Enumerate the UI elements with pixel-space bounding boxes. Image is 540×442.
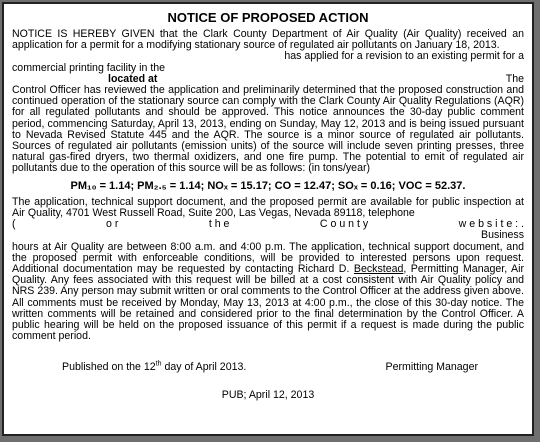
located-at-label: located at	[108, 72, 158, 85]
published-date: Published on the 12th day of April 2013.	[62, 360, 247, 374]
review-paragraph: Control Officer has reviewed the application and preliminarily determined that the proposed construction and continued operation of the stationary source can comply with the Clark County Air Quality Regulations (AQR) for all regulated pollutants and should be approved. This notice announces the 30-day public comment period, commencing Saturday, April 13, 2013, ending on Sunday, May 12, 2013 and is being issued pursuant to Nevada Revised Statute 445 and the AQR. The source is a minor source of regulated air pollutants. Sources of regulated air pollutants (emission units) of the source will include seven printing presses, three natural gas-fired dryers, two thermal oxidizers, and one fire pump. The potential to emit of regulated air pollutants due to the operation of this source will be as follows: (in tons/year)	[12, 84, 524, 175]
notice-title: NOTICE OF PROPOSED ACTION	[167, 10, 369, 25]
signature-title: Permitting Manager	[385, 361, 478, 374]
the-word: The	[505, 72, 524, 85]
contact-name: Beckstead	[353, 263, 404, 276]
comments-text: , Permitting Manager, Air Quality. Any fees associated with this request will be billed at a cost consistent with Air Quality policy and NRS 239. Any person may submit written or oral comments to the Control Officer at the address given above. All comments must be received by Monday, May 13, 2013 at 4:00 p.m., the close of this 30-day notice. The written comments will be retained and considered prior to the final determination by the Control Officer. A public hearing will be held on the proposed issuance of this permit if a request is made during the public comment period.	[12, 263, 524, 343]
notice-content	[12, 10, 524, 401]
intro-facility-line: commercial printing facility in the	[12, 61, 166, 74]
availability-paragraph: The application, technical support document, and the proposed permit are available for public inspection at Air Quality, 4701 West Russell Road, Suite 200, Las Vegas, Nevada 89118, telephone	[12, 195, 524, 220]
pub-line: PUB; April 12, 2013	[221, 388, 315, 401]
intro-paragraph: NOTICE IS HEREBY GIVEN that the Clark County Department of Air Quality (Air Quality) received an application for a permit for a modifying stationary source of regulated air pollutants on January 18, 2013.	[12, 28, 524, 52]
business-line: Business	[481, 229, 524, 242]
website-line	[12, 219, 524, 230]
website-word-2: o r	[105, 218, 119, 231]
intro-revision-line: has applied for a revision to an existing permit for a	[284, 50, 524, 63]
website-word-4: C o u n t y	[319, 218, 369, 231]
hours-text: hours at Air Quality are between 8:00 a.m. and 4:00 p.m. The application, technical support document, and the proposed permit with enforceable conditions, will be provided to interested persons upon request. Additional documentation may be requested by contacting Richard D.	[12, 240, 524, 276]
emissions-line: PM₁₀ = 1.14; PM₂.₅ = 1.14; NOₓ = 15.17; CO = 12.47; SOₓ = 0.16; VOC = 52.37.	[70, 179, 466, 192]
signature-row	[12, 362, 524, 373]
notice-frame	[2, 2, 534, 436]
website-word-1: (	[12, 218, 16, 231]
website-word-5: w e b s i t e : .	[458, 218, 524, 231]
website-word-3: t h e	[208, 218, 230, 231]
hours-paragraph	[12, 242, 524, 343]
